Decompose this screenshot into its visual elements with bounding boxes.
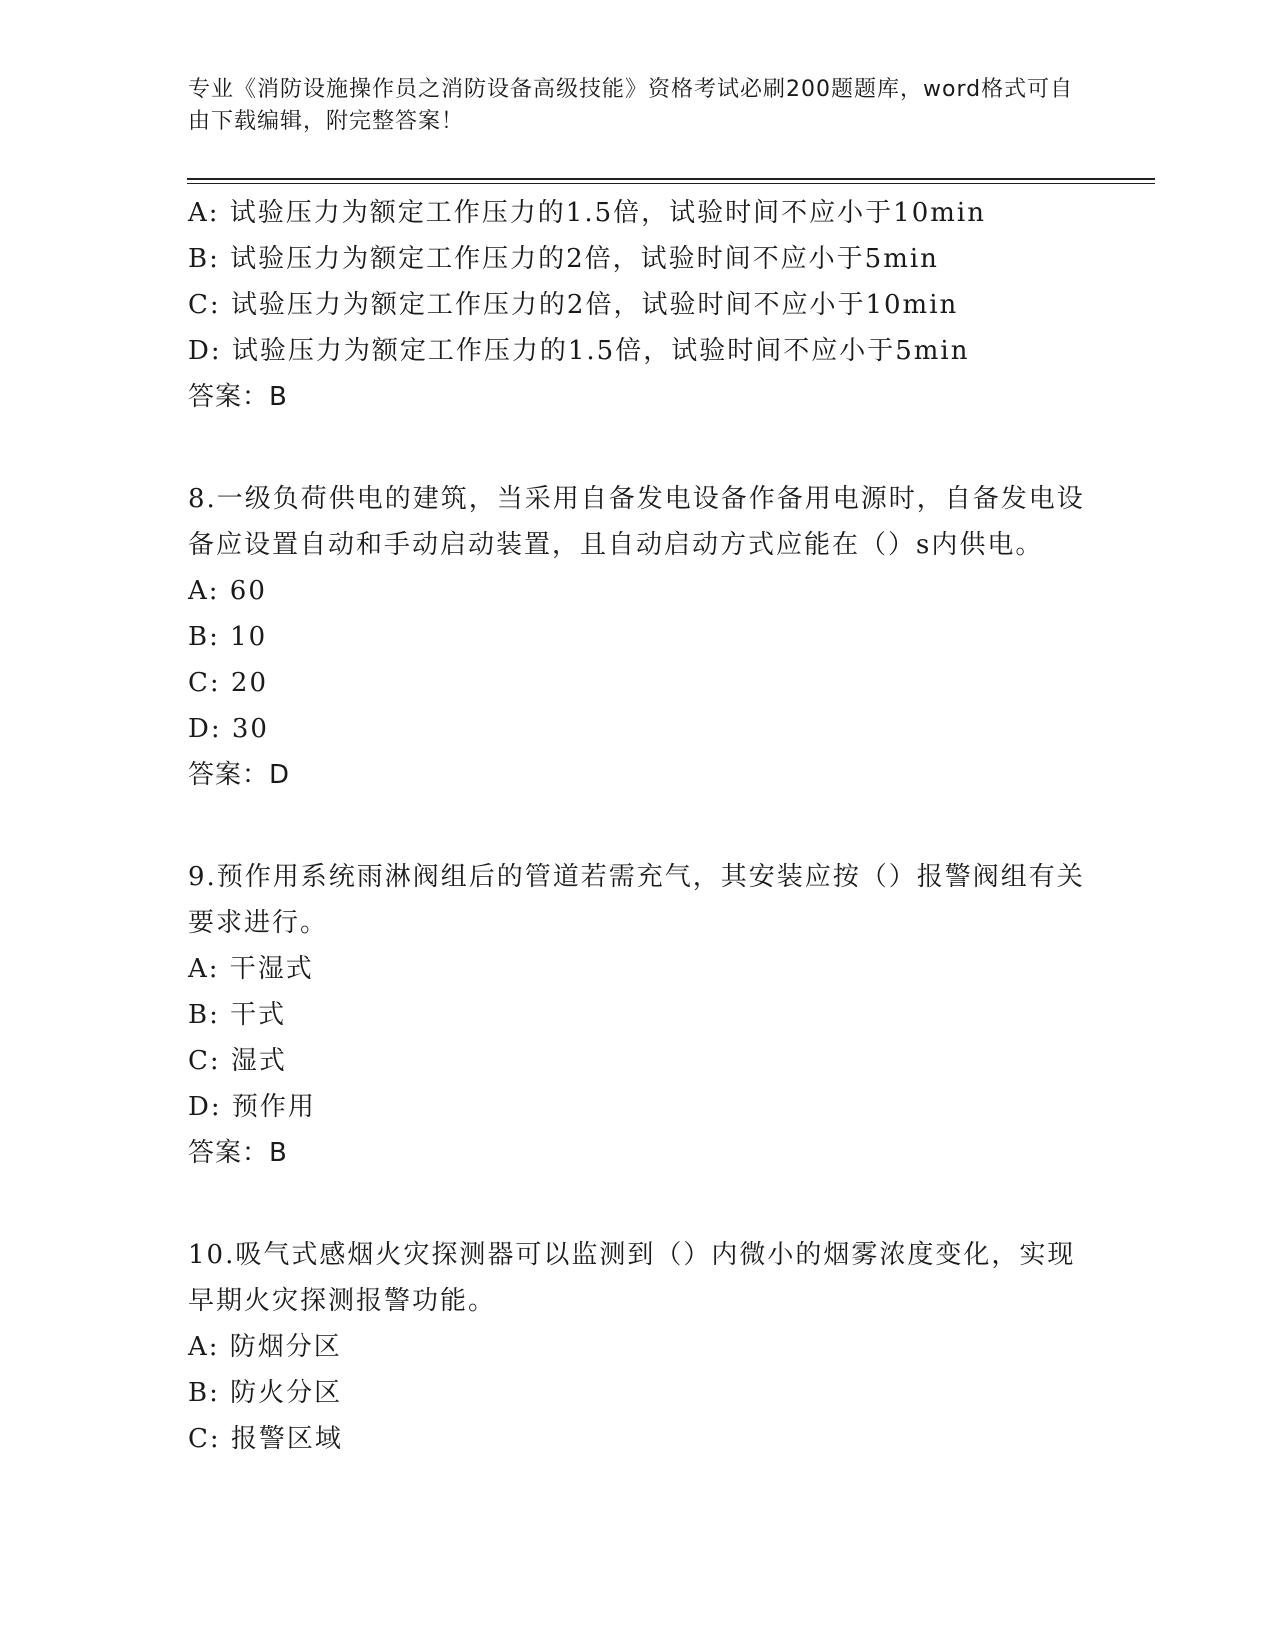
question-text: 10.吸气式感烟火灾探测器可以监测到（）内微小的烟雾浓度变化，实现早期火灾探测报警功能。 bbox=[188, 1240, 1076, 1316]
option-c: C: 报警区域 bbox=[188, 1424, 343, 1454]
question-text: 9.预作用系统雨淋阀组后的管道若需充气，其安装应按（）报警阀组有关要求进行。 bbox=[188, 862, 1085, 938]
option-c: C: 20 bbox=[188, 668, 269, 698]
option-a: A: 防烟分区 bbox=[188, 1332, 342, 1362]
question-7-continued bbox=[188, 190, 1088, 420]
option-c: C: 湿式 bbox=[188, 1046, 287, 1076]
document-header: 专业《消防设施操作员之消防设备高级技能》资格考试必刷200题题库，word格式可自由下载编辑，附完整答案！ bbox=[188, 77, 1074, 134]
header-rule-thin bbox=[187, 183, 1155, 184]
question-8 bbox=[188, 476, 1088, 798]
option-a: A: 试验压力为额定工作压力的1.5倍，试验时间不应小于10min bbox=[188, 198, 986, 228]
question-10 bbox=[188, 1232, 1088, 1462]
option-b: B: 10 bbox=[188, 622, 268, 652]
question-text: 8.一级负荷供电的建筑，当采用自备发电设备作备用电源时，自备发电设备应设置自动和手动启动装置，且自动启动方式应能在（）s内供电。 bbox=[188, 484, 1085, 560]
option-a: A: 干湿式 bbox=[188, 954, 314, 984]
option-b: B: 干式 bbox=[188, 1000, 287, 1030]
question-9 bbox=[188, 854, 1088, 1176]
option-d: D: 试验压力为额定工作压力的1.5倍，试验时间不应小于5min bbox=[188, 336, 970, 366]
option-a: A: 60 bbox=[188, 576, 267, 606]
answer-line: 答案：D bbox=[188, 760, 291, 790]
option-b: B: 试验压力为额定工作压力的2倍，试验时间不应小于5min bbox=[188, 244, 939, 274]
option-b: B: 防火分区 bbox=[188, 1378, 343, 1408]
answer-line: 答案：B bbox=[188, 1138, 288, 1168]
answer-line: 答案：B bbox=[188, 382, 288, 412]
option-d: D: 30 bbox=[188, 714, 269, 744]
document-body bbox=[188, 190, 1088, 1462]
header-rule-thick bbox=[187, 178, 1155, 180]
option-d: D: 预作用 bbox=[188, 1092, 316, 1122]
option-c: C: 试验压力为额定工作压力的2倍，试验时间不应小于10min bbox=[188, 290, 959, 320]
